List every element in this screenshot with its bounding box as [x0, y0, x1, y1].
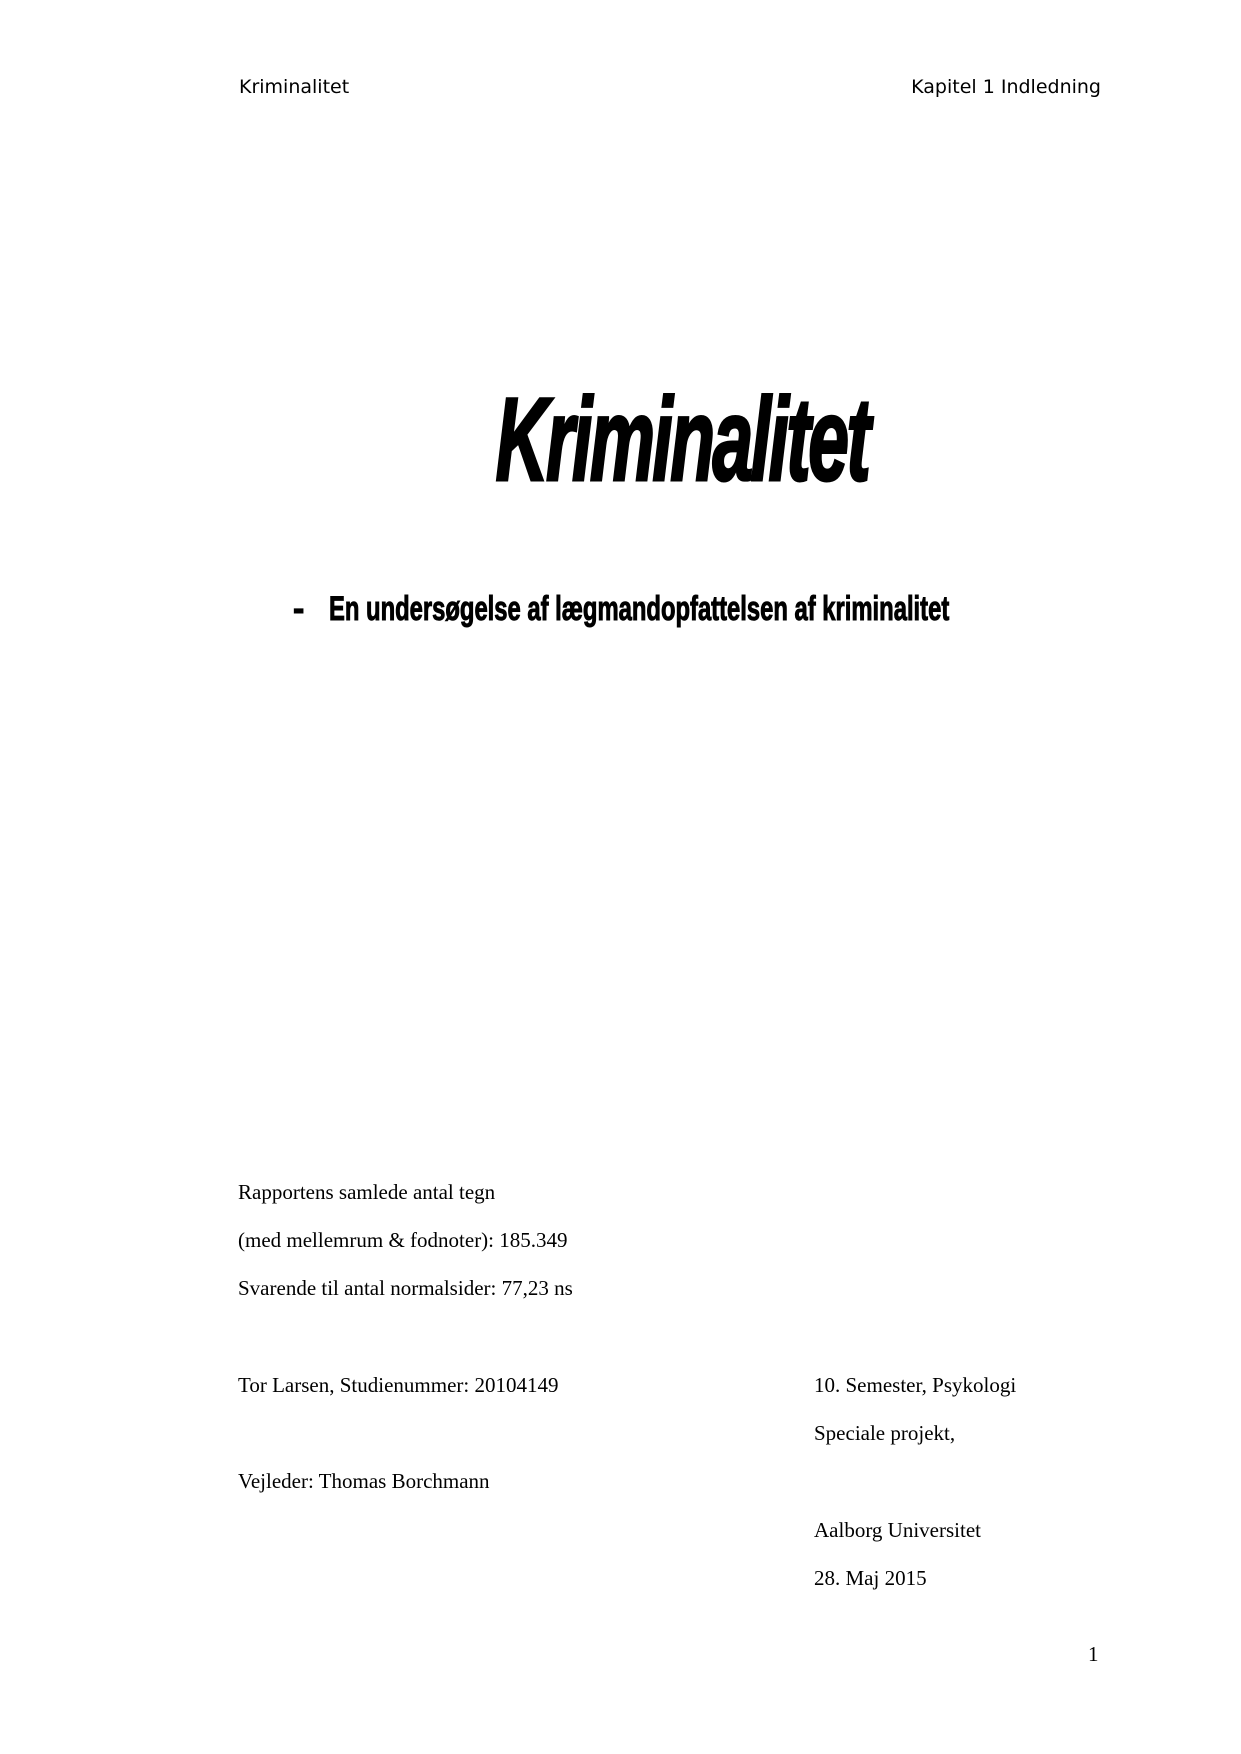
stats-line-1: Rapportens samlede antal tegn — [238, 1180, 496, 1204]
university: Aalborg Universitet — [814, 1518, 981, 1542]
header-left: Kriminalitet — [239, 76, 350, 98]
page-number: 1 — [1088, 1642, 1099, 1666]
stats-line-2: (med mellemrum & fodnoter): 185.349 — [238, 1228, 568, 1252]
subtitle: En undersøgelse af lægmandopfattelsen af kriminalitet — [329, 590, 950, 628]
author: Tor Larsen, Studienummer: 20104149 — [238, 1373, 559, 1397]
stats-line-3: Svarende til antal normalsider: 77,23 ns — [238, 1276, 573, 1300]
project-type: Speciale projekt, — [814, 1421, 956, 1445]
date: 28. Maj 2015 — [814, 1566, 927, 1590]
document-title: Kriminalitet — [495, 374, 869, 506]
subtitle-dash: - — [293, 590, 305, 628]
supervisor: Vejleder: Thomas Borchmann — [238, 1469, 490, 1493]
header-right: Kapitel 1 Indledning — [911, 76, 1101, 98]
semester: 10. Semester, Psykologi — [814, 1373, 1017, 1397]
